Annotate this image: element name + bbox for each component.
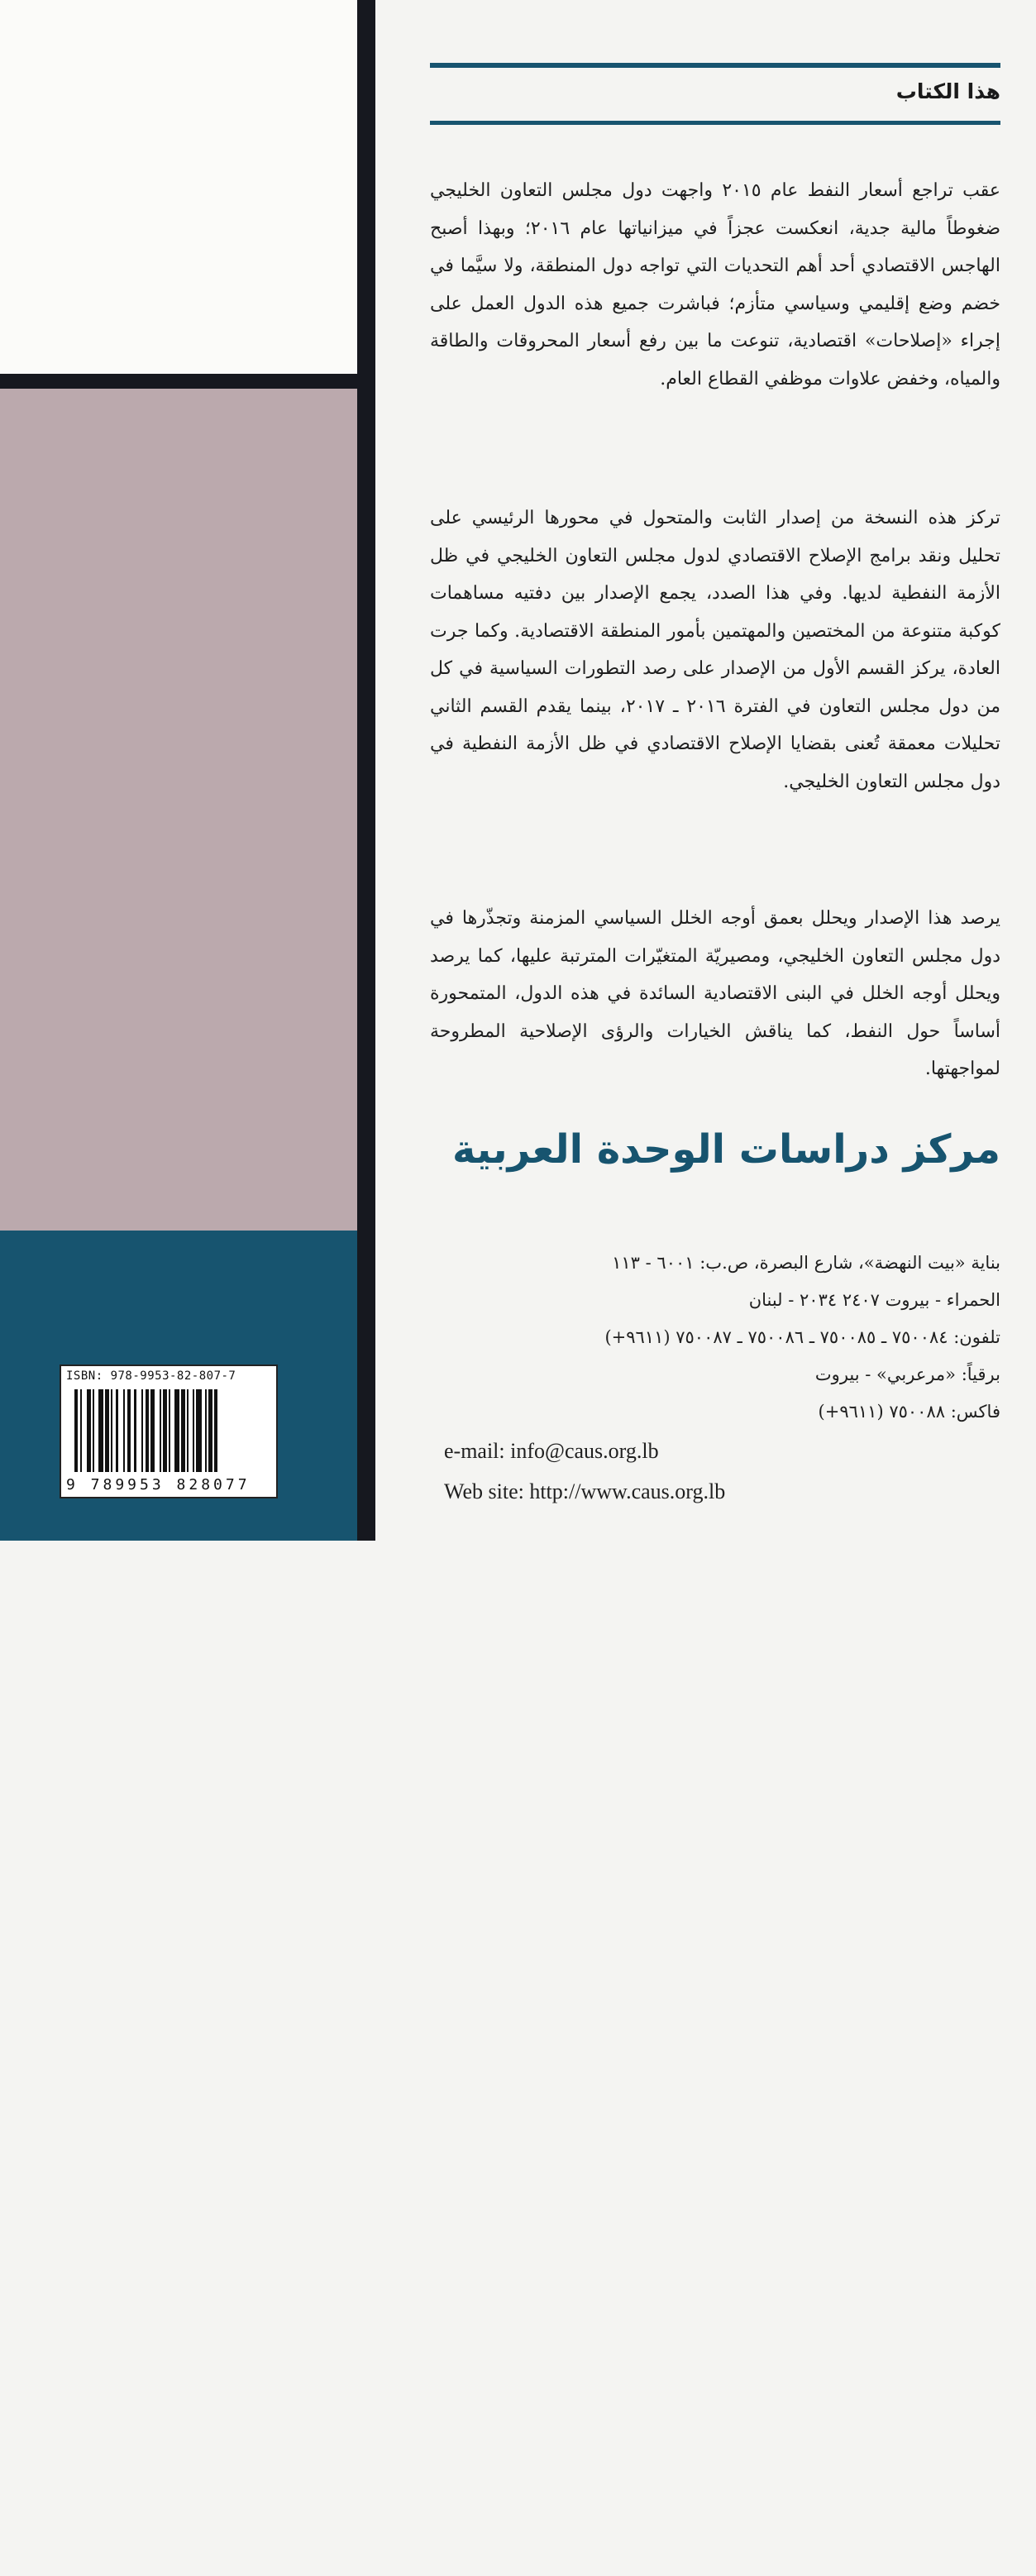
back-cover-text — [430, 0, 1000, 1541]
barcode-bar — [174, 1389, 180, 1472]
barcode-bar — [196, 1389, 202, 1472]
title-rule-top — [430, 63, 1000, 68]
barcode-bar — [217, 1389, 219, 1472]
publisher-address — [430, 1245, 1000, 1431]
website-line: Web site: http://www.caus.org.lb — [444, 1479, 726, 1503]
left-panel — [0, 0, 357, 1541]
left-divider — [0, 374, 357, 389]
address-line: الحمراء - بيروت ٢٤٠٧ ٢٠٣٤ - لبنان — [748, 1290, 1000, 1310]
paragraph-3: يرصد هذا الإصدار ويحلل بعمق أوجه الخلل السياسي المزمنة وتجذّرها في دول مجلس التعاون الخليجي، ومصيريّة المتغيّرات المترتبة عليها، كما يرصد ويحلل أوجه الخلل في البنى الاقتصادية السائدة في هذه الدول، المتمحورة أساساً حول النفط، كما يناقش الخيارات والرؤى الإصلاحية المطروحة لمواجهتها. — [430, 908, 1000, 1079]
telegram-line: برقياً: «مرعربي» - بيروت — [814, 1364, 1000, 1384]
barcode-bar — [98, 1389, 104, 1472]
barcode-bar — [155, 1389, 160, 1472]
left-white-block — [0, 0, 357, 374]
paragraph-1: عقب تراجع أسعار النفط عام ٢٠١٥ واجهت دول مجلس التعاون الخليجي ضغوطاً مالية جدية، انعكست عجزاً في ميزانياتها عام ٢٠١٦؛ وبهذا أصبح الهاجس الاقتصادي أحد أهم التحديات التي تواجه دول المنطقة، ولا سيَّما في خضم وضع إقليمي وسياسي متأزم؛ فباشرت جميع هذه الدول العمل على إجراء «إصلاحات» اقتصادية، تنوعت ما بين رفع أسعار المحروقات والطاقة والمياه، وخفض علاوات موظفي القطاع العام. — [430, 180, 1000, 390]
fax-line: فاكس: ٧٥٠٠٨٨ (٩٦١١+) — [818, 1402, 1000, 1422]
left-mauve-block — [0, 389, 357, 1231]
barcode-number: 9 789953 828077 — [66, 1476, 251, 1494]
spine-bar — [357, 0, 375, 1541]
barcode-bars — [74, 1389, 261, 1472]
email-line: e-mail: info@caus.org.lb — [444, 1439, 659, 1463]
section-title: هذا الكتاب — [895, 79, 1000, 103]
isbn-label: ISBN: 978-9953-82-807-7 — [66, 1369, 236, 1383]
paragraph-2: تركز هذه النسخة من إصدار الثابت والمتحول في محورها الرئيسي على تحليل ونقد برامج الإصلاح الاقتصادي لدول مجلس التعاون الخليجي في ظل الأزمة النفطية لديها. وفي هذا الصدد، يجمع الإصدار بين دفتيه مساهمات كوكبة متنوعة من المختصين والمهتمين بأمور المنطقة الاقتصادية. وكما جرت العادة، يركز القسم الأول من الإصدار على رصد التطورات السياسية في كل من دول مجلس التعاون في الفترة ٢٠١٦ ـ ٢٠١٧، بينما يقدم القسم الثاني تحليلات معمقة تُعنى بقضايا الإصلاح الاقتصادي في ظل الأزمة النفطية في دول مجلس التعاون الخليجي. — [430, 508, 1000, 792]
barcode-bar — [118, 1389, 124, 1472]
publisher-name: مركز دراسات الوحدة العربية — [451, 1126, 1000, 1173]
phone-line: تلفون: ٧٥٠٠٨٤ ـ ٧٥٠٠٨٥ ـ ٧٥٠٠٨٦ ـ ٧٥٠٠٨٧ (٩٦١١+) — [604, 1327, 1000, 1347]
barcode-bar — [136, 1389, 142, 1472]
title-rule-bottom — [430, 121, 1000, 125]
barcode-bar — [82, 1389, 88, 1472]
isbn-barcode — [60, 1364, 278, 1498]
contact-block — [444, 1431, 725, 1512]
address-line: بناية «بيت النهضة»، شارع البصرة، ص.ب: ٦٠٠١ - ١١٣ — [612, 1253, 1000, 1273]
